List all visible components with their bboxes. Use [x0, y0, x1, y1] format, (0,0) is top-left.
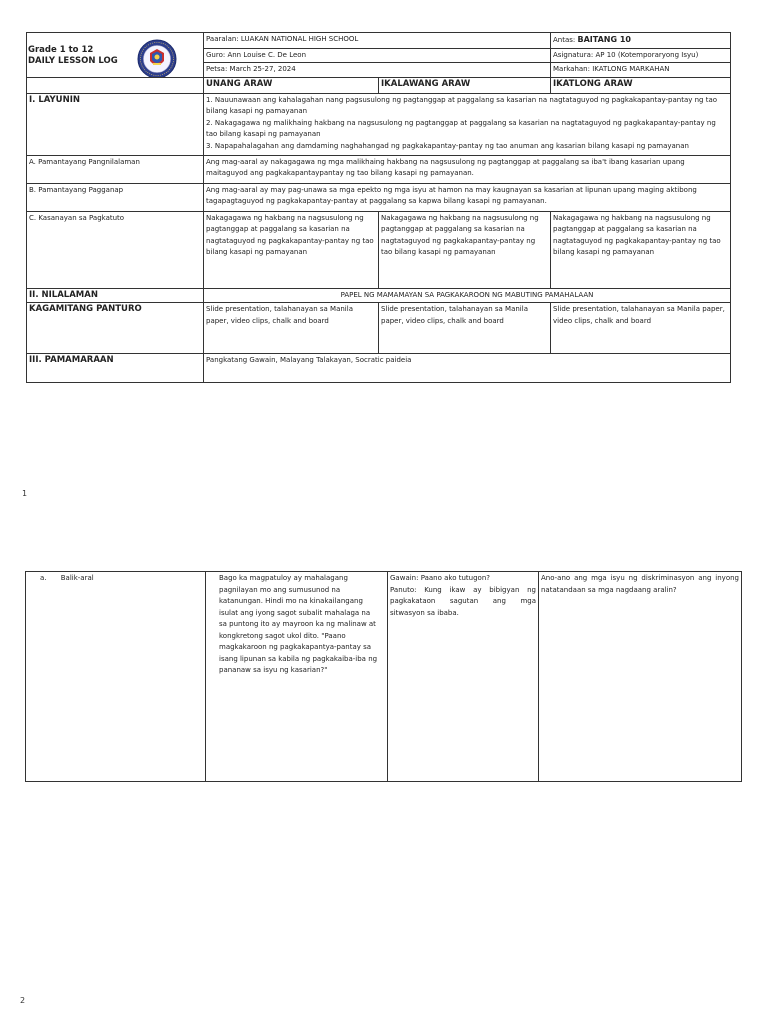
- date-cell: Petsa: March 25-27, 2024: [204, 63, 551, 78]
- quarter-cell: Markahan: IKATLONG MARKAHAN: [551, 63, 731, 78]
- page-number-2: 2: [20, 996, 26, 1005]
- level-label: Antas:: [553, 36, 578, 44]
- kasanayan-label: C. Kasanayan sa Pagkatuto: [27, 211, 204, 288]
- page-number-1: 1: [22, 489, 28, 498]
- day3-header: IKATLONG ARAW: [551, 77, 731, 93]
- balik-aral-label: Balik-aral: [60, 574, 94, 582]
- kasanayan-day1: Nakagagawa ng hakbang na nagsusulong ng pagtanggap at paggalang sa kasarian na nagtataguyod ng pagkakapantay-pantay ng tao bilang kasapi ng pamayanan: [204, 211, 379, 288]
- deped-seal-icon: [137, 39, 177, 77]
- pagganap-text: Ang mag-aaral ay may pag-unawa sa mga epekto ng mga isyu at hamon na may kaugnayan sa kasarian at lipunan upang maging aktibong tagapagtaguyod ng pagkakapantay-pantay at paggalang sa kapwa bilang kasapi ng pamayanan.: [204, 183, 731, 211]
- pagganap-label: B. Pamantayang Pagganap: [27, 183, 204, 211]
- balik-aral-marker: a.: [40, 574, 47, 582]
- kagamitan-day3: Slide presentation, talahanayan sa Manila paper, video clips, chalk and board: [551, 303, 731, 354]
- kasanayan-day3: Nakagagawa ng hakbang na nagsusulong ng pagtanggap at paggalang sa kasarian na nagtataguyod ng pagkakapantay-pantay ng tao bilang kasapi ng pamayanan: [551, 211, 731, 288]
- pangnilalaman-text: Ang mag-aaral ay nakagagawa ng mga malikhaing hakbang na nagsusulong ng pagtanggap at paggalang sa iba't ibang kasarian upang maitaguyod ang pagkakapantaypantay ng tao bilang kasapi ng pamayanan.: [204, 155, 731, 183]
- balik-aral-table: [25, 571, 742, 782]
- log-title: DAILY LESSON LOG: [28, 56, 118, 66]
- balik-aral-day3: Ano-ano ang mga isyu ng diskriminasyon ang inyong natatandaan sa mga nagdaang aralin?: [539, 572, 742, 782]
- balik-aral-day1: Bago ka magpatuloy ay mahalagang pagnilayan mo ang sumusunod na katanungan. Hindi mo na kinakailangang isulat ang iyong sagot subalit mahalaga na sa puntong ito ay mayroon ka ng malinaw at kongkretong sagot ukol dito. "Paano magkakaroon ng pagkakapantya-pantay sa isang lipunan sa kabila ng pagkakaiba-iba ng pananaw sa isyu ng kasarian?": [206, 572, 388, 782]
- kagamitan-day1: Slide presentation, talahanayan sa Manila paper, video clips, chalk and board: [204, 303, 379, 354]
- layunin-item: 2. Nakagagawa ng malikhaing hakbang na nagsusulong ng pagtanggap at paggalang sa kasarian na nagtataguyod ng pagkakapantay-pantay ng tao bilang kasapi ng pamayanan: [206, 118, 716, 138]
- day1-header: UNANG ARAW: [204, 77, 379, 93]
- level-cell: [551, 33, 731, 49]
- daily-lesson-log-table: [26, 32, 731, 383]
- nilalaman-label: II. NILALAMAN: [27, 288, 204, 303]
- grade-title-block: [28, 45, 118, 67]
- pamamaraan-label: III. PAMAMARAAN: [27, 354, 204, 383]
- balik-aral-label-cell: [26, 572, 206, 782]
- balik-aral-day2-line2: Panuto: Kung ikaw ay bibigyan ng pagkakataon sagutan ang mga sitwasyon sa ibaba.: [390, 585, 536, 617]
- level-value: BAITANG 10: [577, 35, 631, 44]
- kagamitan-day2: Slide presentation, talahanayan sa Manila paper, video clips, chalk and board: [379, 303, 551, 354]
- nilalaman-text: PAPEL NG MAMAMAYAN SA PAGKAKAROON NG MABUTING PAMAHALAAN: [204, 288, 731, 303]
- day-header-spacer: [27, 77, 204, 93]
- kasanayan-day2: Nakagagawa ng hakbang na nagsusulong ng pagtanggap at paggalang sa kasarian na nagtataguyod ng pagkakapantay-pantay ng tao bilang kasapi ng pamayanan: [379, 211, 551, 288]
- school-cell: Paaralan: LUAKAN NATIONAL HIGH SCHOOL: [204, 33, 551, 49]
- pangnilalaman-label: A. Pamantayang Pangnilalaman: [27, 155, 204, 183]
- layunin-label: I. LAYUNIN: [27, 93, 204, 155]
- balik-aral-day2: [388, 572, 539, 782]
- layunin-content: [204, 93, 731, 155]
- balik-aral-day2-line1: Gawain: Paano ako tutugon?: [390, 574, 490, 582]
- layunin-item: 3. Napapahalagahan ang damdaming naghahangad ng pagkakapantay-pantay ng tao anuman ang kasarian bilang kasapi ng pamayanan: [206, 141, 689, 150]
- layunin-item: 1. Nauunawaan ang kahalagahan nang pagsusulong ng pagtanggap at paggalang sa kasarian na nagtataguyod ng pagkakapantay-pantay ng tao bilang kasapi ng pamayanan: [206, 95, 718, 115]
- subject-cell: Asignatura: AP 10 (Kotemporaryong Isyu): [551, 48, 731, 63]
- day2-header: IKALAWANG ARAW: [379, 77, 551, 93]
- teacher-cell: Guro: Ann Louise C. De Leon: [204, 48, 551, 63]
- header-logo-cell: [27, 33, 204, 78]
- grade-title: Grade 1 to 12: [28, 45, 94, 55]
- pamamaraan-text: Pangkatang Gawain, Malayang Talakayan, Socratic paideia: [204, 354, 731, 383]
- kagamitan-label: KAGAMITANG PANTURO: [27, 303, 204, 354]
